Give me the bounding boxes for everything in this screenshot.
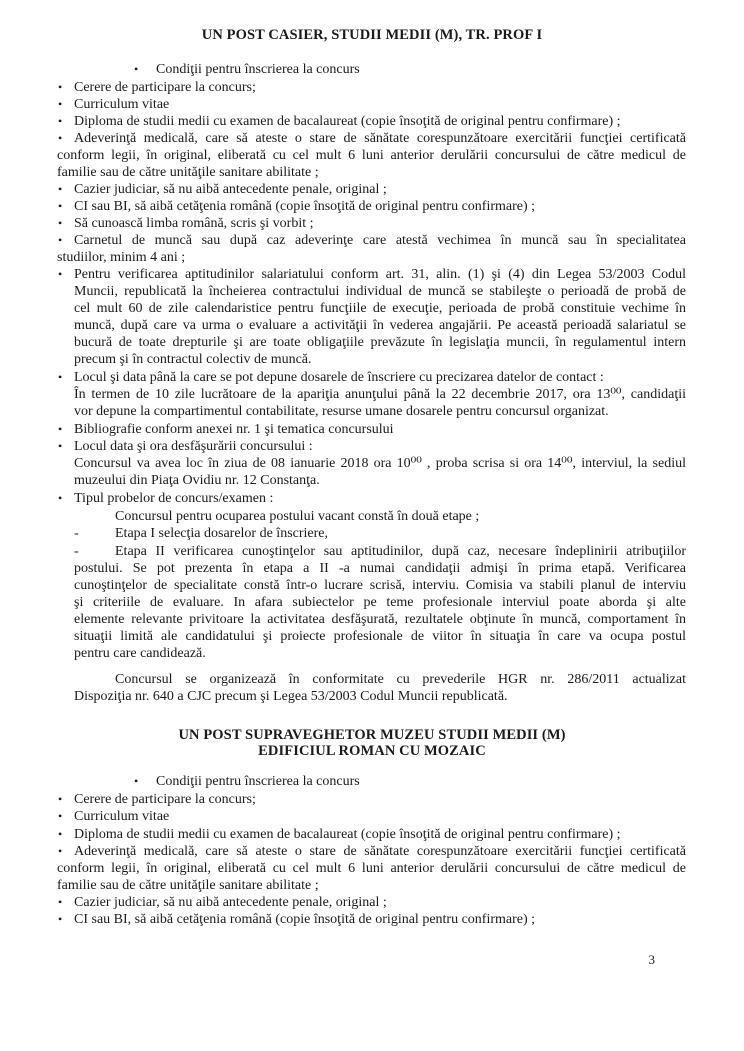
exam-closing-line: Dispoziţia nr. 640 a CJC precum şi Legea 53/2003 Codul Muncii republicată.: [74, 689, 508, 704]
bullet: •: [58, 844, 63, 858]
list-item: Bibliografie conform anexei nr. 1 şi tematica concursului: [74, 422, 394, 437]
list-item: Locul data şi ora desfăşurării concursului :: [74, 439, 313, 454]
list-item: Cerere de participare la concurs;: [74, 792, 256, 807]
exam-intro: Concursul pentru ocuparea postului vacant constă în două etape ;: [115, 509, 480, 524]
bullet: •: [134, 62, 139, 76]
list-item-line: familie sau de către unităţile sanitare abilitate ;: [57, 165, 319, 180]
bullet: •: [58, 267, 63, 281]
bullet: •: [58, 233, 63, 247]
exam-stage2-line: postului. Se pot prezenta în etapa a II -a numai candidaţii admişi în prima etapă. Verificarea: [74, 561, 686, 576]
exam-stage2: Etapa II verificarea cunoştinţelor sau aptitudinilor, după caz, necesare îndeplinirii atribuţiilor: [115, 544, 686, 559]
list-item-line: studiilor, minim 4 ani ;: [57, 250, 186, 265]
dash: -: [74, 544, 79, 559]
bullet: •: [58, 216, 63, 230]
bullet: •: [58, 912, 63, 926]
exam-stage2-line: pentru care candidează.: [74, 646, 206, 661]
list-item: Curriculum vitae: [74, 97, 170, 112]
exam-stage1: Etapa I selecţia dosarelor de înscriere,: [115, 526, 329, 541]
exam-stage2-line: situaţii limită ale candidatului şi proiecte profesionale de viitor în situaţia în care va ocupa postul: [74, 629, 686, 644]
list-item-line: precum şi în contractul colectiv de muncă.: [74, 352, 312, 367]
bullet: •: [58, 491, 63, 505]
list-item-line: conform legii, în original, eliberată cu cel mult 6 luni anterior derulării concursului de către medicul de: [57, 861, 686, 876]
list-item: Locul şi data până la care se pot depune dosarele de înscriere cu precizarea datelor de contact :: [74, 370, 604, 385]
list-item-line: muzeului din Piaţa Ovidiu nr. 12 Constanţa.: [74, 473, 320, 488]
page-number: 3: [648, 952, 655, 967]
list-item: Cerere de participare la concurs;: [74, 80, 256, 95]
section1-title: UN POST CASIER, STUDII MEDII (M), TR. PROF I: [201, 27, 543, 43]
list-item: Cazier judiciar, să nu aibă antecedente penale, original ;: [74, 182, 387, 197]
list-item-line: cel mult 60 de zile calendaristice pentru funcţiile de execuţie, perioada de probă constituie vechime în: [74, 301, 686, 316]
list-item-line: bucură de toate drepturile şi are toate obligaţiile prevăzute în legislaţia muncii, în regulamentul intern: [74, 335, 686, 350]
list-item: Să cunoască limba română, scris şi vorbit ;: [74, 216, 314, 231]
section2-subtitle: EDIFICIUL ROMAN CU MOZAIC: [258, 743, 486, 759]
list-item: Diploma de studii medii cu examen de bacalaureat (copie însoţită de original pentru confirmare) ;: [74, 114, 621, 129]
bullet: •: [134, 774, 139, 788]
list-item: Diploma de studii medii cu examen de bacalaureat (copie însoţită de original pentru confirmare) ;: [74, 827, 621, 842]
bullet: •: [58, 97, 63, 111]
bullet: •: [58, 182, 63, 196]
exam-stage2-line: elemente relevante privitoare la activitatea desfăşurată, rezultatele obţinute în muncă, comportament în: [74, 612, 686, 627]
list-item-line: Muncii, republicată la încheierea contractului individual de muncă se stabileşte o perioadă de probă de: [74, 284, 686, 299]
dash: -: [74, 526, 79, 541]
bullet: •: [58, 199, 63, 213]
list-item: Tipul probelor de concurs/examen :: [74, 491, 274, 506]
list-item-line: conform legii, în original, eliberată cu cel mult 6 luni anterior derulării concursului de către medicul de: [57, 148, 686, 163]
conditions-heading: Condiţii pentru înscrierea la concurs: [156, 62, 360, 77]
bullet: •: [58, 895, 63, 909]
list-item: Cazier judiciar, să nu aibă antecedente penale, original ;: [74, 895, 387, 910]
exam-closing: Concursul se organizează în conformitate cu prevederile HGR nr. 286/2011 actualizat: [115, 672, 686, 687]
exam-stage2-line: şi criteriile de evaluare. In afara subiectelor pe teme profesionale interviul poate aborda şi alte: [74, 595, 686, 610]
bullet: •: [58, 792, 63, 806]
list-item: Adeverinţă medicală, care să ateste o stare de sănătate corespunzătoare exercitării funcţiei certificată: [74, 131, 686, 146]
section2-title: UN POST SUPRAVEGHETOR MUZEU STUDII MEDII (M): [178, 727, 566, 743]
bullet: •: [58, 131, 63, 145]
list-item-line: Concursul va avea loc în ziua de 08 ianuarie 2018 ora 10⁰⁰ , proba scrisa si ora 14⁰⁰, interviul, la sediul: [74, 456, 686, 471]
bullet: •: [58, 114, 63, 128]
list-item: CI sau BI, să aibă cetăţenia română (copie însoţită de original pentru confirmare) ;: [74, 912, 536, 927]
conditions-heading: Condiţii pentru înscrierea la concurs: [156, 774, 360, 789]
exam-stage2-line: cunoştinţelor de specialitate constă într-o lucrare scrisă, interviu. Comisia va stabili planul de interviu: [74, 578, 686, 593]
bullet: •: [58, 422, 63, 436]
list-item: Adeverinţă medicală, care să ateste o stare de sănătate corespunzătoare exercitării funcţiei certificată: [74, 844, 686, 859]
list-item: Pentru verificarea aptitudinilor salariatului conform art. 31, alin. (1) şi (4) din Legea 53/2003 Codul: [74, 267, 686, 282]
list-item-line: muncă, după care va urma o evaluare a activităţii în vederea angajării. Pe această perioadă salariatul se: [74, 318, 686, 333]
list-item: CI sau BI, să aibă cetăţenia română (copie însoţită de original pentru confirmare) ;: [74, 199, 536, 214]
bullet: •: [58, 439, 63, 453]
bullet: •: [58, 827, 63, 841]
bullet: •: [58, 370, 63, 384]
list-item: Carnetul de muncă sau după caz adeverinţe care atestă vechimea în muncă sau în specialitatea: [74, 233, 686, 248]
list-item-line: familie sau de către unităţile sanitare abilitate ;: [57, 878, 319, 893]
bullet: •: [58, 80, 63, 94]
list-item-line: În termen de 10 zile lucrătoare de la apariţia anunţului până la 22 decembrie 2017, ora 13⁰⁰, candidaţii: [74, 387, 686, 402]
list-item-line: vor depune la compartimentul contabilitate, resurse umane dosarele pentru concursul organizat.: [74, 404, 609, 419]
bullet: •: [58, 809, 63, 823]
list-item: Curriculum vitae: [74, 809, 170, 824]
